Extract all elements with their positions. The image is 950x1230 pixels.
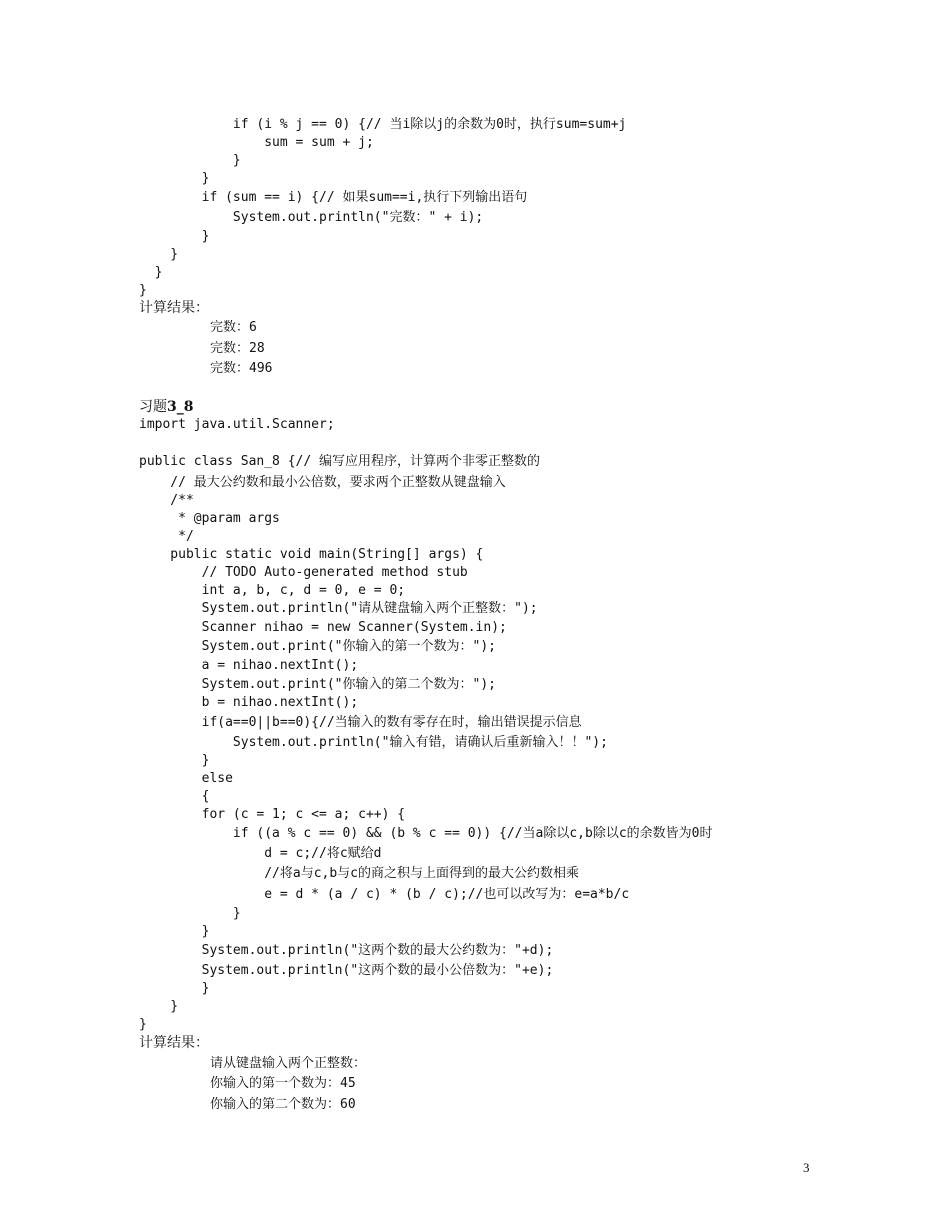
code-line: int a, b, c, d = 0, e = 0; <box>139 583 406 598</box>
code-line: for (c = 1; c <= a; c++) { <box>139 807 406 822</box>
code-line: // 最大公约数和最小公倍数，要求两个正整数从键盘输入 <box>139 475 506 490</box>
exercise-heading <box>139 398 193 416</box>
code-line: System.out.print("你输入的第一个数为："); <box>139 639 496 654</box>
code-line: } <box>139 229 210 244</box>
code-line: else <box>139 771 233 786</box>
code-line: import java.util.Scanner; <box>139 417 335 432</box>
code-line: } <box>139 906 241 921</box>
code-line: } <box>139 924 210 939</box>
code-line: { <box>139 789 210 804</box>
code-line: } <box>139 265 163 280</box>
code-line: e = d * (a / c) * (b / c);//也可以改写为：e=a*b/c <box>139 887 630 902</box>
code-line: b = nihao.nextInt(); <box>139 695 359 710</box>
code-line: } <box>139 753 210 768</box>
exercise-heading-prefix: 习题 <box>139 399 167 415</box>
result-line: 完数：28 <box>210 341 265 356</box>
code-line: d = c;//将c赋给d <box>139 846 382 861</box>
code-line: System.out.println("请从键盘输入两个正整数："); <box>139 601 538 616</box>
code-line: if (i % j == 0) {// 当i除以j的余数为0时，执行sum=sum+j <box>139 117 627 132</box>
result-line: 你输入的第一个数为：45 <box>210 1076 356 1091</box>
code-line: System.out.println("这两个数的最大公约数为："+d); <box>139 943 554 958</box>
code-line: if(a==0||b==0){//当输入的数有零存在时，输出错误提示信息 <box>139 715 582 730</box>
result-line: 请从键盘输入两个正整数： <box>210 1056 367 1071</box>
code-line: Scanner nihao = new Scanner(System.in); <box>139 620 507 635</box>
result-line: 完数：496 <box>210 361 273 376</box>
code-line: public class San_8 {// 编写应用程序，计算两个非零正整数的 <box>139 454 541 469</box>
code-line: System.out.println("这两个数的最小公倍数为："+e); <box>139 963 554 978</box>
code-line: public static void main(String[] args) { <box>139 547 484 562</box>
code-line: // TODO Auto-generated method stub <box>139 565 468 580</box>
code-line: */ <box>139 529 194 544</box>
code-line: sum = sum + j; <box>139 135 374 150</box>
code-line: } <box>139 1017 147 1032</box>
code-line: System.out.println("完数：" + i); <box>139 210 484 225</box>
code-line: } <box>139 247 179 262</box>
code-line: //将a与c,b与c的商之积与上面得到的最大公约数相乘 <box>139 866 580 881</box>
code-line: } <box>139 171 210 186</box>
code-line: System.out.println("输入有错，请确认后重新输入！！"); <box>139 735 608 750</box>
code-line: a = nihao.nextInt(); <box>139 658 359 673</box>
result-line: 你输入的第二个数为：60 <box>210 1097 356 1112</box>
code-line: } <box>139 999 179 1014</box>
code-line: System.out.print("你输入的第二个数为："); <box>139 677 496 692</box>
result-line: 完数：6 <box>210 320 257 335</box>
result-label: 计算结果： <box>139 1035 209 1051</box>
code-line: if ((a % c == 0) && (b % c == 0)) {//当a除以c,b除以c的余数皆为0时 <box>139 826 713 841</box>
code-line: } <box>139 283 147 298</box>
code-line: } <box>139 981 210 996</box>
exercise-heading-number: 3_8 <box>167 399 194 415</box>
code-line: if (sum == i) {// 如果sum==i,执行下列输出语句 <box>139 190 528 205</box>
code-line: /** <box>139 493 194 508</box>
code-line: } <box>139 153 241 168</box>
page-number: 3 <box>803 1160 810 1175</box>
result-label: 计算结果： <box>139 300 209 316</box>
code-line: * @param args <box>139 511 280 526</box>
